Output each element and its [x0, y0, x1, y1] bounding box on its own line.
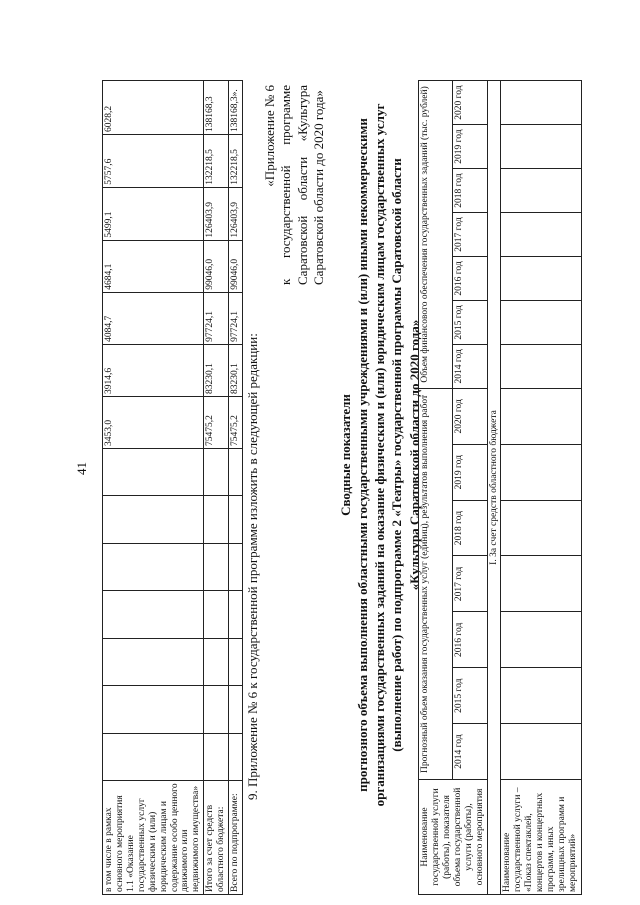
empty-cell [501, 344, 582, 388]
year-header: 2015 год [453, 668, 487, 724]
value-cell: 126403,9 [204, 187, 229, 240]
value-cell: 5757,6 [103, 134, 204, 187]
value-cell: 4084,7 [103, 292, 204, 344]
year-header: 2016 год [453, 612, 487, 668]
heading-line-3: организациями государственных заданий на оказание физическим и (или) юридическим лицам государственных услуг [372, 103, 388, 807]
empty-cell [501, 256, 582, 300]
appendix-caption [262, 85, 327, 285]
empty-cell [501, 500, 582, 556]
value-cell [204, 449, 229, 496]
value-cell: 3914,6 [103, 344, 204, 396]
item-9-text: 9. Приложение № 6 к государственной программе изложить в следующей редакции: [245, 333, 260, 800]
heading-line-2: прогнозного объема выполнения областными государственными учреждениями и (или) иными некоммерческими [355, 118, 371, 792]
value-cell: 132218,5 [204, 134, 229, 187]
value-cell: 99046,0 [204, 240, 229, 292]
value-cell [204, 496, 229, 543]
heading-line-5: «Культура Саратовской области до 2020 года» [406, 319, 422, 591]
value-cell [229, 638, 243, 685]
value-cell: 132218,5 [229, 134, 243, 187]
empty-cell [501, 169, 582, 213]
value-cell: 75475,2 [229, 396, 243, 448]
top-table-row [204, 81, 229, 895]
value-cell: 6028,2 [103, 81, 204, 135]
value-cell [204, 591, 229, 638]
value-cell [103, 733, 204, 780]
value-cell: 138168,3 [204, 81, 229, 135]
row-label: в том числе в рамках основного мероприятия 1.1 «Оказание государственных услуг физическим и (или) юридическим лицам и содержание особо ценного движимого или недвижимого имущества» [103, 781, 204, 895]
heading-title: Сводные показатели [338, 394, 353, 516]
page-number: 41 [74, 462, 89, 475]
year-header: 2020 год [453, 388, 487, 444]
value-cell: 75475,2 [204, 396, 229, 448]
appendix-title: «Приложение № 6 [262, 85, 277, 187]
value-cell [103, 686, 204, 733]
year-header: 2019 год [453, 125, 487, 169]
value-cell [229, 686, 243, 733]
row-label: Всего по подпрограмме: [229, 781, 243, 895]
value-cell [229, 543, 243, 590]
empty-cell [501, 125, 582, 169]
heading-line-4: (выполнение работ) по подпрограмме 2 «Театры» государственной программы Саратовской области [389, 158, 405, 752]
value-cell: 83230,1 [229, 344, 243, 396]
year-header: 2016 год [453, 256, 487, 300]
empty-cell [501, 213, 582, 257]
value-cell: 138168,3». [229, 81, 243, 135]
empty-cell [501, 668, 582, 724]
value-cell [103, 449, 204, 496]
value-cell [229, 591, 243, 638]
empty-cell [501, 444, 582, 500]
empty-cell [501, 300, 582, 344]
year-header: 2017 год [453, 213, 487, 257]
document-heading [337, 85, 423, 825]
section-title: I. За счет средств областного бюджета [487, 81, 501, 895]
value-cell: 3453,0 [103, 396, 204, 448]
value-cell [229, 449, 243, 496]
value-cell [204, 733, 229, 780]
value-cell [229, 733, 243, 780]
value-cell [103, 638, 204, 685]
empty-cell [501, 388, 582, 444]
value-cell [103, 496, 204, 543]
value-cell: 5499,1 [103, 187, 204, 240]
value-cell: 99046,0 [229, 240, 243, 292]
value-cell [204, 638, 229, 685]
year-header: 2014 год [453, 344, 487, 388]
value-cell [229, 496, 243, 543]
year-header: 2014 год [453, 724, 487, 780]
year-header: 2019 год [453, 444, 487, 500]
year-header: 2018 год [453, 500, 487, 556]
value-cell [103, 591, 204, 638]
year-header: 2020 год [453, 81, 487, 125]
value-cell: 126403,9 [229, 187, 243, 240]
value-cell [204, 686, 229, 733]
top-table-row [229, 81, 243, 895]
top-table [102, 80, 243, 895]
top-table-row [103, 81, 204, 895]
year-header: 2015 год [453, 300, 487, 344]
empty-cell [501, 724, 582, 780]
appendix-line: к государственной программе Саратовской области «Культура Саратовской области до 2020 года» [278, 85, 326, 285]
group1-header: Прогнозный объем оказания государственных услуг (единиц), результатов выполнения работ [419, 388, 453, 779]
group2-header: Объем финансового обеспечения государственных заданий (тыс. рублей) [419, 81, 453, 389]
col-name-header: Наименование государственной услуги (работы), показателя объема государственной услуги (работы), основного мероприятия [419, 780, 488, 895]
value-cell [103, 543, 204, 590]
year-header: 2018 год [453, 169, 487, 213]
value-cell [204, 543, 229, 590]
row-label: Итого за счет средств областного бюджета: [204, 781, 229, 895]
empty-cell [501, 612, 582, 668]
first-row-label: Наименование государственной услуги – «Показ спектаклей, концертов и концертных программ, иных зрелищных программ и мероприятий» [501, 780, 582, 895]
year-header: 2017 год [453, 556, 487, 612]
empty-cell [501, 81, 582, 125]
empty-cell [501, 556, 582, 612]
value-cell: 97724,1 [229, 292, 243, 344]
value-cell: 4684,1 [103, 240, 204, 292]
value-cell: 83230,1 [204, 344, 229, 396]
summary-table [418, 80, 582, 895]
value-cell: 97724,1 [204, 292, 229, 344]
